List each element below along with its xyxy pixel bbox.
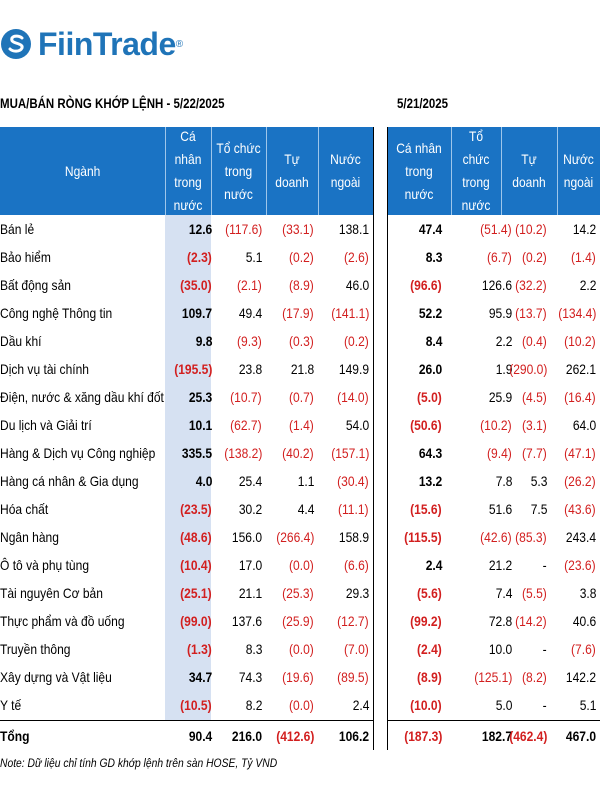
table-row [0,439,600,467]
value-cell: (2.4) [417,641,442,657]
sector-name: Ngân hàng [0,529,59,545]
value-cell: (89.5) [337,669,369,685]
sector-name: Tài nguyên Cơ bản [0,585,103,601]
value-cell: 4.0 [195,473,212,489]
logo-mark-icon [0,28,32,60]
value-cell: (0.0) [289,557,314,573]
value-cell: (2.6) [344,249,369,265]
sector-name: Hàng & Dịch vụ Công nghiệp [0,445,156,461]
sector-name: Hàng cá nhân & Gia dụng [0,473,139,489]
value-cell: 243.4 [565,529,596,545]
value-cell: (10.2) [564,333,596,349]
table-row [0,271,600,299]
header-nuoc-ngoai: Nước ngoài [330,151,361,190]
value-cell: 156.0 [231,529,262,545]
footnote: Note: Dữ liệu chỉ tính GD khớp lệnh trên sàn HOSE, Tỷ VND [0,756,278,770]
header-ca-nhan-2: Cá nhân trong nước [396,139,442,202]
right-header [387,127,600,215]
table-row [0,663,600,691]
value-cell: (4.5) [522,389,547,405]
value-cell: 5.3 [530,473,547,489]
value-cell: 8.3 [425,249,442,265]
value-cell: (10.5) [180,697,212,713]
value-cell: 29.3 [345,585,369,601]
header-to-chuc-2: Tổ chức trong nước [461,128,491,213]
value-cell: (47.1) [564,445,596,461]
value-cell: 64.0 [572,417,596,433]
value-cell: (6.7) [487,249,512,265]
value-cell: 158.9 [338,529,369,545]
value-cell: (7.0) [344,641,369,657]
header-to-chuc: Tổ chức trong nước [216,139,261,202]
value-cell: (0.2) [344,333,369,349]
value-cell: (5.6) [417,585,442,601]
value-cell: (14.0) [337,389,369,405]
value-cell: (10.7) [230,389,262,405]
value-cell: (25.1) [180,585,212,601]
table-row [0,495,600,523]
value-cell: 109.7 [181,305,212,321]
value-cell: (8.2) [522,669,547,685]
left-header [0,127,373,215]
value-cell: 64.3 [418,445,442,461]
total-cell: (412.6) [275,728,314,744]
value-cell: 30.2 [238,501,262,517]
table-row [0,355,600,383]
value-cell: (1.4) [571,249,596,265]
value-cell: (0.2) [522,249,547,265]
sector-name: Bảo hiểm [0,249,51,265]
total-cell: (462.4) [508,728,547,744]
value-cell: 1.9 [495,361,512,377]
value-cell: 5.1 [245,249,262,265]
table-row [0,327,600,355]
value-cell: (266.4) [275,529,314,545]
value-cell: (48.6) [180,529,212,545]
value-cell: 142.2 [565,669,596,685]
sector-name: Điện, nước & xăng dầu khí đốt [0,389,164,405]
logo-text: FiinTrade [38,25,176,62]
value-cell: (43.6) [564,501,596,517]
value-cell: 138.1 [338,221,369,237]
value-cell: (115.5) [404,529,442,545]
value-cell: (0.4) [522,333,547,349]
value-cell: (10.2) [515,221,547,237]
value-cell: (8.9) [417,669,442,685]
value-cell: 4.4 [297,501,314,517]
value-cell: 17.0 [238,557,262,573]
value-cell: (138.2) [223,445,262,461]
value-cell: 8.2 [245,697,262,713]
table-row [0,215,600,243]
value-cell: 54.0 [345,417,369,433]
value-cell: 21.8 [290,361,314,377]
sector-name: Truyền thông [0,641,71,657]
value-cell: (40.2) [282,445,314,461]
value-cell: (10.2) [480,417,512,433]
total-label: Tổng [0,728,30,744]
value-cell: 7.5 [530,501,547,517]
value-cell: (5.0) [417,389,442,405]
value-cell: (17.9) [282,305,314,321]
value-cell: (51.4) [480,221,512,237]
value-cell: 21.2 [488,557,512,573]
value-cell: (23.6) [564,557,596,573]
value-cell: (99.0) [180,613,212,629]
value-cell: 3.8 [579,585,596,601]
value-cell: (290.0) [508,361,547,377]
table-row [0,411,600,439]
value-cell: (2.3) [187,249,212,265]
value-cell: (42.6) [480,529,512,545]
value-cell: (3.1) [522,417,547,433]
value-cell: (0.3) [289,333,314,349]
value-cell: (0.0) [289,641,314,657]
value-cell: 149.9 [338,361,369,377]
value-cell: (35.0) [180,277,212,293]
value-cell: 25.3 [188,389,212,405]
value-cell: (23.5) [180,501,212,517]
value-cell: 47.4 [418,221,442,237]
value-cell: (0.7) [289,389,314,405]
value-cell: (9.3) [237,333,262,349]
value-cell: 46.0 [345,277,369,293]
header-tu-doanh-2: Tự doanh [512,151,546,190]
table-row [0,243,600,271]
sector-name: Bán lẻ [0,221,35,237]
value-cell: 74.3 [238,669,262,685]
sector-name: Y tế [0,697,22,713]
value-cell: (33.1) [282,221,314,237]
header-ca-nhan: Cá nhân trong nước [173,128,203,213]
sector-name: Dầu khí [0,333,42,349]
value-cell: - [542,697,547,713]
value-cell: (14.2) [515,613,547,629]
value-cell: (2.1) [237,277,262,293]
total-row [0,722,600,750]
value-cell: 262.1 [565,361,596,377]
value-cell: - [542,557,547,573]
value-cell: 335.5 [181,445,212,461]
value-cell: 26.0 [418,361,442,377]
value-cell: 14.2 [572,221,596,237]
value-cell: 7.4 [495,585,512,601]
value-cell: 2.4 [352,697,369,713]
value-cell: 40.6 [572,613,596,629]
value-cell: (0.2) [289,249,314,265]
value-cell: (9.4) [487,445,512,461]
total-cell: (187.3) [403,728,442,744]
value-cell: 2.4 [425,557,442,573]
value-cell: (141.1) [330,305,369,321]
value-cell: (62.7) [230,417,262,433]
value-cell: (1.3) [187,641,212,657]
value-cell: 95.9 [488,305,512,321]
sector-name: Công nghệ Thông tin [0,305,113,321]
value-cell: 34.7 [188,669,212,685]
value-cell: 52.2 [418,305,442,321]
value-cell: (11.1) [338,501,369,517]
value-cell: 12.6 [188,221,212,237]
value-cell: (30.4) [337,473,369,489]
value-cell: (19.6) [282,669,314,685]
header-nuoc-ngoai-2: Nước ngoài [563,151,594,190]
value-cell: 5.1 [579,697,596,713]
sector-name: Ô tô và phụ tùng [0,557,90,573]
value-cell: (25.3) [282,585,314,601]
table-row [0,551,600,579]
value-cell: 1.1 [297,473,314,489]
value-cell: 7.8 [495,473,512,489]
value-cell: 8.3 [245,641,262,657]
value-cell: - [542,641,547,657]
value-cell: 51.6 [488,501,512,517]
sector-name: Dịch vụ tài chính [0,361,90,377]
value-cell: (15.6) [410,501,442,517]
value-cell: (99.2) [410,613,442,629]
value-cell: (8.9) [289,277,314,293]
sector-name: Bất động sản [0,277,71,293]
value-cell: (134.4) [557,305,596,321]
total-cell: 467.0 [565,728,596,744]
value-cell: 2.2 [495,333,512,349]
value-cell: 72.8 [488,613,512,629]
value-cell: (1.4) [289,417,314,433]
table-row [0,607,600,635]
table-row [0,467,600,495]
value-cell: (157.1) [330,445,369,461]
left-table-title: MUA/BÁN RÒNG KHỚP LỆNH - 5/22/2025 [0,95,225,111]
header-tu-doanh: Tự doanh [275,151,309,190]
value-cell: 137.6 [231,613,262,629]
value-cell: 49.4 [238,305,262,321]
value-cell: 2.2 [579,277,596,293]
value-cell: 8.4 [425,333,442,349]
table-row [0,383,600,411]
value-cell: 126.6 [481,277,512,293]
fiintrade-logo: FiinTrade ® [0,16,183,72]
value-cell: 25.9 [488,389,512,405]
sector-name: Hóa chất [0,501,49,517]
value-cell: 21.1 [238,585,262,601]
value-cell: (10.0) [410,697,442,713]
table-row [0,299,600,327]
value-cell: (25.9) [282,613,314,629]
value-cell: (7.6) [571,641,596,657]
value-cell: (5.5) [522,585,547,601]
value-cell: (13.7) [515,305,547,321]
value-cell: 23.8 [238,361,262,377]
right-table-title: 5/21/2025 [397,95,449,111]
value-cell: 25.4 [238,473,262,489]
value-cell: 5.0 [495,697,512,713]
value-cell: (26.2) [564,473,596,489]
value-cell: 9.8 [195,333,212,349]
value-cell: 10.0 [488,641,512,657]
total-cell: 182.7 [481,728,512,744]
value-cell: (125.1) [473,669,512,685]
value-cell: (7.7) [522,445,547,461]
value-cell: (0.0) [289,697,314,713]
value-cell: (50.6) [410,417,442,433]
value-cell: (6.6) [344,557,369,573]
value-cell: 13.2 [418,473,442,489]
value-cell: (12.7) [337,613,369,629]
total-cell: 106.2 [338,728,369,744]
table-row [0,523,600,551]
value-cell: (96.6) [410,277,442,293]
value-cell: 10.1 [188,417,212,433]
table-row [0,691,600,719]
total-cell: 90.4 [188,728,212,744]
sector-name: Du lịch và Giải trí [0,417,92,433]
total-cell: 216.0 [231,728,262,744]
value-cell: (117.6) [224,221,262,237]
table-row [0,635,600,663]
value-cell: (10.4) [180,557,212,573]
sector-name: Xây dựng và Vật liệu [0,669,112,685]
table-row [0,579,600,607]
sector-name: Thực phẩm và đồ uống [0,613,125,629]
value-cell: (195.5) [173,361,212,377]
value-cell: (32.2) [515,277,547,293]
value-cell: (16.4) [564,389,596,405]
value-cell: (85.3) [515,529,547,545]
header-nganh: Ngành [64,162,101,179]
